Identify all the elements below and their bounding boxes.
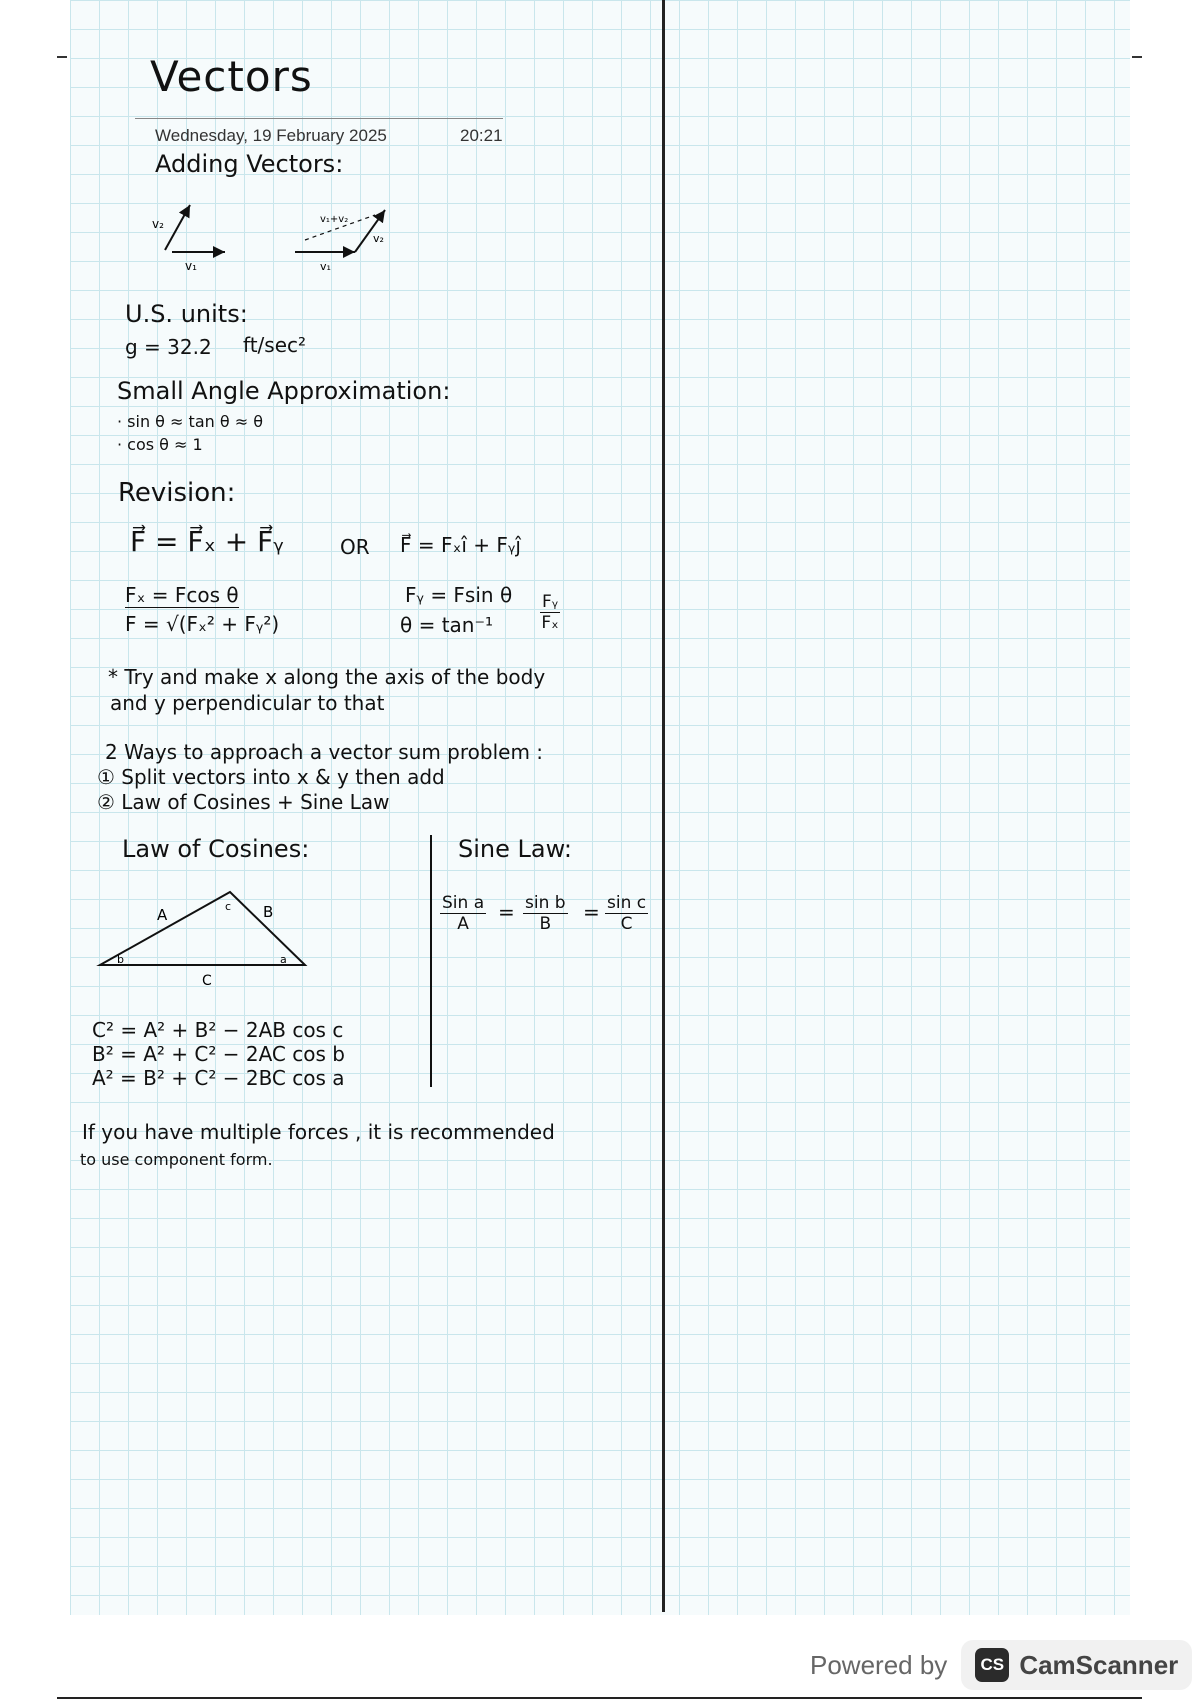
closing-line-2: to use component form.: [80, 1150, 273, 1169]
sine-equals-2: =: [583, 900, 600, 924]
triangle-angle-c: c: [225, 900, 232, 913]
us-units-heading: U.S. units:: [125, 300, 248, 328]
vector-v2-arrow: [165, 205, 190, 250]
gravity-unit: ft/sec²: [243, 333, 307, 357]
revision-theta-fraction: [540, 592, 560, 633]
label-v2-right: v₂: [373, 232, 384, 245]
sine-num-a: Sin a: [442, 893, 485, 913]
triangle-angle-a: a: [280, 953, 287, 966]
small-angle-heading: Small Angle Approximation:: [117, 377, 451, 405]
revision-f-magnitude: F = √(Fₓ² + Fᵧ²): [125, 612, 280, 636]
cosine-eq-3: A² = B² + C² − 2BC cos a: [92, 1066, 345, 1090]
triangle-side-c: C: [202, 973, 212, 989]
page-divider: [662, 0, 665, 1612]
powered-by-text: Powered by: [810, 1649, 948, 1680]
triangle-diagram: [95, 880, 320, 990]
cosine-eq-2: B² = A² + C² − 2AC cos b: [92, 1042, 345, 1066]
camscanner-name: CamScanner: [1019, 1649, 1179, 1680]
revision-fy: Fᵧ = Fsin θ: [405, 583, 513, 607]
vector-v2-head-arrow: [355, 210, 385, 252]
revision-heading: Revision:: [118, 478, 236, 508]
small-angle-line-1: · sin θ ≈ tan θ ≈ θ: [117, 412, 264, 431]
revision-fx: Fₓ = Fcos θ: [125, 583, 239, 607]
ways-heading: 2 Ways to approach a vector sum problem :: [105, 740, 544, 764]
title-underline: [135, 118, 503, 119]
revision-vector-equation: F⃗ = F⃗ₓ + F⃗ᵧ: [130, 525, 284, 558]
sine-den-b: B: [539, 914, 552, 934]
tip-line-2: and y perpendicular to that: [110, 691, 385, 715]
way-1: ① Split vectors into x & y then add: [97, 765, 445, 789]
law-of-cosines-heading: Law of Cosines:: [122, 835, 310, 863]
left-margin-mark: [57, 56, 67, 58]
closing-line-1: If you have multiple forces , it is recommended: [82, 1120, 555, 1144]
cosine-eq-1: C² = A² + B² − 2AB cos c: [92, 1018, 344, 1042]
theta-denominator: Fₓ: [541, 613, 559, 633]
sine-den-a: A: [457, 914, 469, 934]
right-margin-mark: [1132, 56, 1142, 58]
label-v1-right: v₁: [320, 260, 331, 273]
sine-law-heading: Sine Law:: [458, 835, 572, 863]
tip-line-1: * Try and make x along the axis of the body: [108, 665, 546, 689]
camscanner-logo-icon: CS: [975, 1648, 1009, 1682]
sine-fraction-c: [605, 893, 648, 934]
revision-theta: θ = tan⁻¹: [400, 613, 494, 637]
adding-vectors-heading: Adding Vectors:: [155, 150, 344, 178]
gravity-value: g = 32.2: [125, 335, 212, 359]
camscanner-branding: [810, 1640, 1192, 1690]
revision-unit-vector-equation: F⃗ = Fₓî + Fᵧĵ: [400, 533, 521, 557]
triangle-side-a: A: [157, 906, 168, 924]
vector-diagram: [140, 190, 420, 275]
sine-num-c: sin c: [607, 893, 647, 913]
bottom-rule: [57, 1697, 1142, 1699]
note-date: Wednesday, 19 February 2025: [155, 126, 387, 145]
page-title: Vectors: [150, 52, 313, 101]
revision-or: OR: [340, 535, 370, 559]
section-divider: [430, 835, 432, 1087]
triangle-shape: [100, 892, 305, 965]
label-v2-left: v₂: [152, 217, 164, 231]
triangle-side-b: B: [263, 903, 274, 921]
triangle-angle-b: b: [117, 953, 124, 966]
sine-fraction-b: [523, 893, 568, 934]
camscanner-badge: [961, 1640, 1192, 1690]
sine-equals-1: =: [498, 900, 515, 924]
label-v1-left: v₁: [185, 259, 197, 273]
way-2: ② Law of Cosines + Sine Law: [97, 790, 390, 814]
sine-fraction-a: [440, 893, 486, 934]
sine-num-b: sin b: [525, 893, 566, 913]
small-angle-line-2: · cos θ ≈ 1: [117, 435, 203, 454]
sine-den-c: C: [620, 914, 633, 934]
label-sum: v₁+v₂: [320, 214, 349, 225]
note-time: 20:21: [460, 126, 503, 145]
theta-numerator: Fᵧ: [542, 592, 559, 612]
